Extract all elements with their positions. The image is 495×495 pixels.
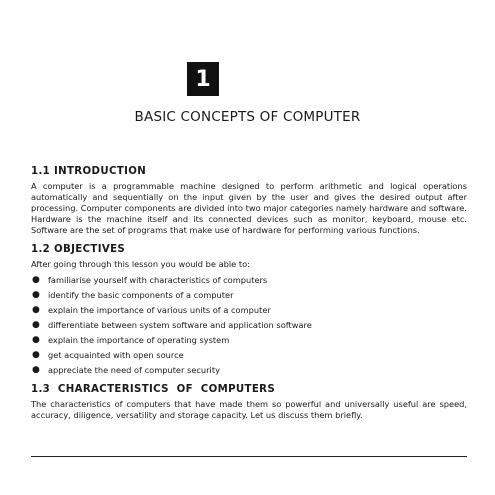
- bottom-rule: [31, 456, 467, 457]
- section-heading-objectives: 1.2 OBJECTIVES: [31, 244, 126, 256]
- section-heading-introduction: 1.1 INTRODUCTION: [31, 166, 147, 177]
- list-item: [31, 320, 467, 331]
- section-heading-characteristics: 1.3 CHARACTERISTICS OF COMPUTERS: [31, 384, 276, 396]
- characteristics-paragraph: The characteristics of computers that have made them so powerful and universally useful are speed, accuracy, diligence, versatility and storage capacity. Let us discuss them briefly.: [31, 399, 467, 421]
- chapter-title: BASIC CONCEPTS OF COMPUTER: [134, 109, 361, 125]
- list-item: [31, 305, 467, 316]
- introduction-paragraph: A computer is a programmable machine designed to perform arithmetic and logical operations automatically and sequentially on the input given by the user and gives the desired output after processing. Computer components are divided into two major categories namely hardware and software. Hardware is the machine itself and its connected devices such as monitor, keyboard, mouse etc. Software are the set of programs that make use of hardware for performing various functions.: [31, 181, 467, 236]
- list-item: [31, 335, 467, 346]
- chapter-number-box: [187, 62, 219, 96]
- section-introduction: [31, 166, 467, 236]
- bullet-icon: ●: [32, 365, 40, 376]
- bullet-icon: ●: [32, 319, 40, 330]
- list-item: [31, 350, 467, 361]
- bullet-icon: ●: [32, 304, 40, 315]
- objectives-lead: After going through this lesson you would be able to:: [31, 259, 250, 270]
- list-item: [31, 275, 467, 286]
- bullet-icon: ●: [32, 289, 40, 300]
- section-objectives: [31, 244, 467, 376]
- list-item-text: appreciate the need of computer security: [48, 365, 220, 376]
- list-item-text: explain the importance of various units of a computer: [48, 304, 271, 315]
- list-item-text: identify the basic components of a computer: [48, 289, 234, 300]
- list-item-text: differentiate between system software and application software: [48, 319, 312, 330]
- list-item: [31, 290, 467, 301]
- list-item: [31, 365, 467, 376]
- objectives-list: [31, 275, 467, 377]
- chapter-number: 1: [195, 66, 211, 92]
- section-characteristics: [31, 384, 467, 421]
- bullet-icon: ●: [32, 274, 40, 285]
- list-item-text: get acquainted with open source: [48, 350, 184, 361]
- list-item-text: explain the importance of operating system: [48, 334, 230, 345]
- bullet-icon: ●: [32, 334, 40, 345]
- page-content: [31, 166, 467, 429]
- bullet-icon: ●: [32, 350, 40, 361]
- list-item-text: familiarise yourself with characteristics of computers: [48, 274, 268, 285]
